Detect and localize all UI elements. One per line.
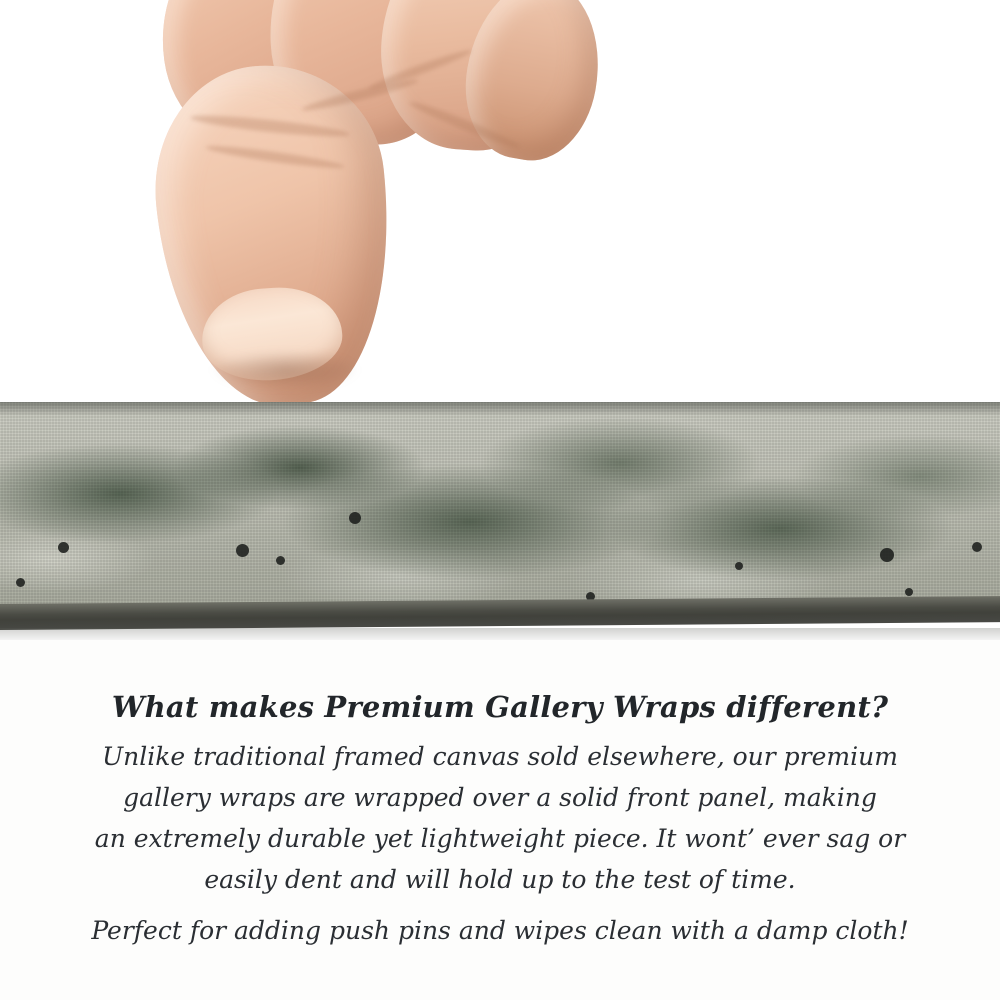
caption-headline: What makes Premium Gallery Wraps different?: [111, 690, 889, 724]
texture-speck: [972, 542, 982, 552]
texture-speck: [236, 544, 249, 557]
hand-illustration: [150, 0, 570, 420]
caption-line-1: Unlike traditional framed canvas sold elsewhere, our premium: [102, 742, 898, 771]
texture-speck: [16, 578, 25, 587]
canvas-edge-strip: [0, 402, 1000, 620]
fingertip-shadow: [210, 350, 360, 390]
caption-block: [0, 690, 1000, 951]
canvas-top-shadow: [0, 402, 1000, 416]
texture-speck: [349, 512, 361, 524]
caption-line-4: easily dent and will hold up to the test of time.: [204, 865, 796, 894]
texture-speck: [276, 556, 285, 565]
canvas-drop-shadow: [0, 628, 1000, 640]
texture-speck: [58, 542, 69, 553]
texture-speck: [735, 562, 743, 570]
caption-closing-line: Perfect for adding push pins and wipes clean with a damp cloth!: [91, 916, 909, 945]
texture-speck: [905, 588, 913, 596]
caption-line-2: gallery wraps are wrapped over a solid front panel, making: [123, 783, 877, 812]
caption-line-3: an extremely durable yet lightweight piece. It wont’ ever sag or: [94, 824, 906, 853]
canvas-weave-pattern: [0, 402, 1000, 620]
texture-speck: [880, 548, 894, 562]
